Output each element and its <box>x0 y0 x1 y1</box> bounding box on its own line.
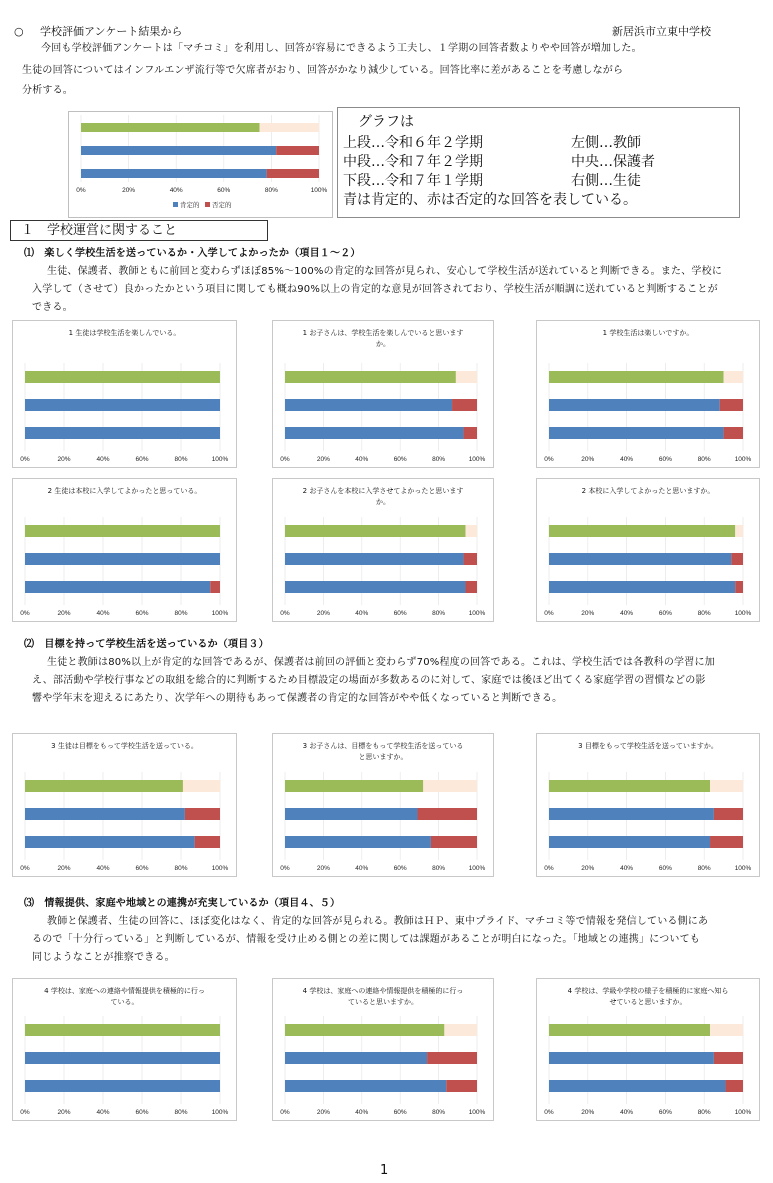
tick-label: 100% <box>211 610 229 617</box>
negative-bar <box>456 371 477 383</box>
tick-label: 20% <box>316 865 330 872</box>
positive-bar <box>549 1080 726 1092</box>
negative-bar <box>710 836 743 848</box>
tick-label: 20% <box>57 610 71 617</box>
tick-label: 80% <box>174 865 188 872</box>
tick-label: 0% <box>20 456 30 463</box>
positive-bar <box>549 553 731 565</box>
positive-bar <box>25 1052 220 1064</box>
tick-label: 40% <box>355 610 369 617</box>
subsection-2-line-2: え、部活動や学校行事などの取組を総合的に判断するため目標設定の場面が多数あるのに対して、家庭では後ほど出てくる家庭学習の習慣などの影 <box>32 675 706 686</box>
tick-label: 0% <box>544 1109 554 1116</box>
chart-title: 4 学校は、家庭への連絡や情報提供を積極的に行っている。 <box>44 987 205 1006</box>
negative-bar <box>710 1024 743 1036</box>
negative-bar <box>452 399 477 411</box>
note-left-column: 左側…教師 <box>571 135 641 151</box>
intro-line-3: 分析する。 <box>22 85 73 96</box>
tick-label: 40% <box>96 610 110 617</box>
note-top-row: 上段…令和６年２学期 <box>343 135 483 151</box>
negative-bar <box>267 169 319 178</box>
chart-title: 4 学校は、学級や学校の様子を積極的に家庭へ知らせていると思いますか。 <box>567 987 729 1006</box>
tick-label: 100% <box>468 610 486 617</box>
tick-label: 40% <box>620 456 634 463</box>
chart-teacher-item1 <box>12 320 237 468</box>
negative-bar <box>465 525 477 537</box>
positive-bar <box>25 836 195 848</box>
note-right-column: 右側…生徒 <box>571 173 641 189</box>
negative-bar <box>423 780 477 792</box>
tick-label: 100% <box>211 456 229 463</box>
negative-bar <box>714 808 743 820</box>
positive-bar <box>549 836 710 848</box>
negative-bar <box>446 1080 477 1092</box>
tick-label: 20% <box>57 865 71 872</box>
negative-bar <box>735 581 743 593</box>
tick-label: 60% <box>658 456 672 463</box>
section-heading-text: １ 学校運営に関すること <box>21 223 178 238</box>
subsection-2-heading: ⑵ 目標を持って学校生活を送っているか（項目３） <box>24 639 269 650</box>
subsection-3-line-3: 同じようなことが推察できる。 <box>32 952 175 963</box>
negative-bar <box>276 146 319 155</box>
tick-label: 40% <box>620 1109 634 1116</box>
tick-label: 80% <box>174 610 188 617</box>
positive-bar <box>549 581 735 593</box>
note-color-legend: 青は肯定的、赤は否定的な回答を表している。 <box>343 192 637 208</box>
tick-label: 100% <box>734 1109 752 1116</box>
tick-label: 60% <box>393 610 407 617</box>
negative-bar <box>724 427 743 439</box>
subsection-2-line-1: 生徒と教師は80%以上が肯定的な回答であるが、保護者は前回の評価と変わらず70%程度の回答である。これは、学校生活では各教科の学習に加 <box>47 657 715 668</box>
negative-bar <box>444 1024 477 1036</box>
positive-bar <box>285 371 456 383</box>
tick-label: 100% <box>734 610 752 617</box>
tick-label: 100% <box>468 1109 486 1116</box>
tick-label: 40% <box>355 456 369 463</box>
positive-bar <box>549 1024 710 1036</box>
chart-student-item4 <box>536 978 760 1121</box>
chart-teacher-item2 <box>12 478 237 622</box>
positive-bar <box>81 146 276 155</box>
positive-bar <box>25 399 220 411</box>
negative-bar <box>724 371 743 383</box>
tick-label: 80% <box>697 1109 711 1116</box>
positive-bar <box>25 371 220 383</box>
tick-label: 60% <box>393 865 407 872</box>
chart-title: 1 生徒は学校生活を楽しんでいる。 <box>68 329 181 337</box>
note-center-column: 中央…保護者 <box>571 154 655 170</box>
tick-label: 100% <box>734 456 752 463</box>
tick-label: 80% <box>264 187 278 194</box>
chart-parent-item4 <box>272 978 494 1121</box>
tick-label: 80% <box>174 456 188 463</box>
chart-parent-item3 <box>272 733 494 877</box>
tick-label: 0% <box>280 456 290 463</box>
tick-label: 80% <box>432 610 446 617</box>
chart-svg <box>537 321 759 467</box>
tick-label: 80% <box>432 456 446 463</box>
positive-bar <box>25 525 220 537</box>
header-bullet: ○ <box>14 25 24 38</box>
negative-bar <box>431 836 477 848</box>
positive-bar <box>549 371 724 383</box>
chart-svg <box>273 479 493 621</box>
positive-bar <box>25 427 220 439</box>
tick-label: 80% <box>697 456 711 463</box>
tick-label: 20% <box>57 456 71 463</box>
negative-bar <box>183 780 220 792</box>
legend-label: 肯定的 <box>180 201 200 209</box>
intro-line-1: 今回も学校評価アンケートは「マチコミ」を利用し、回答が容易にできるよう工夫し、１学期の回答者数よりやや回答が増加した。 <box>41 43 642 54</box>
chart-title: 2 生徒は本校に入学してよかったと思っている。 <box>47 487 202 495</box>
subsection-3-line-2: るので「十分行っている」と判断しているが、情報を受け止める側との差に関しては課題があることが明白になった。「地域との連携」についても <box>32 934 700 945</box>
chart-svg <box>273 979 493 1120</box>
tick-label: 80% <box>432 865 446 872</box>
legend-label: 否定的 <box>212 201 232 209</box>
positive-bar <box>285 1024 444 1036</box>
positive-bar <box>285 808 417 820</box>
section-heading <box>10 220 268 241</box>
tick-label: 60% <box>393 456 407 463</box>
tick-label: 60% <box>393 1109 407 1116</box>
positive-bar <box>81 123 260 132</box>
tick-label: 100% <box>211 1109 229 1116</box>
negative-bar <box>427 1052 477 1064</box>
negative-bar <box>464 553 477 565</box>
chart-title: 2 本校に入学してよかったと思いますか。 <box>581 487 715 495</box>
chart-title: 1 学校生活は楽しいですか。 <box>602 329 694 337</box>
tick-label: 20% <box>316 456 330 463</box>
negative-bar <box>185 808 220 820</box>
tick-label: 80% <box>697 865 711 872</box>
subsection-3-heading: ⑶ 情報提供、家庭や地域との連携が充実しているか（項目４、５） <box>24 898 341 909</box>
tick-label: 60% <box>135 610 149 617</box>
note-title: グラフは <box>358 114 414 130</box>
tick-label: 40% <box>620 865 634 872</box>
positive-bar <box>549 780 710 792</box>
tick-label: 40% <box>355 1109 369 1116</box>
chart-svg <box>537 979 759 1120</box>
positive-bar <box>285 399 452 411</box>
legend-example-svg <box>69 112 332 217</box>
chart-student-item2 <box>536 478 760 622</box>
chart-svg <box>273 321 493 467</box>
chart-title: 3 生徒は目標をもって学校生活を送っている。 <box>51 742 198 750</box>
tick-label: 40% <box>96 456 110 463</box>
tick-label: 0% <box>544 865 554 872</box>
chart-student-item1 <box>536 320 760 468</box>
tick-label: 0% <box>76 187 86 194</box>
subsection-1-line-1: 生徒、保護者、教師ともに前回と変わらずほぼ85%～100%の肯定的な回答が見られ、安心して学校生活が送れていると判断できる。また、学校に <box>47 266 723 277</box>
tick-label: 60% <box>658 865 672 872</box>
tick-label: 0% <box>544 456 554 463</box>
note-middle-row: 中段…令和７年２学期 <box>343 154 483 170</box>
tick-label: 60% <box>658 1109 672 1116</box>
graph-explanation-box <box>337 107 740 218</box>
tick-label: 80% <box>174 1109 188 1116</box>
chart-title: 2 お子さんを本校に入学させてよかったと思いますか。 <box>302 487 464 506</box>
tick-label: 0% <box>280 1109 290 1116</box>
tick-label: 80% <box>697 610 711 617</box>
tick-label: 0% <box>280 865 290 872</box>
chart-teacher-item3 <box>12 733 237 877</box>
tick-label: 20% <box>316 1109 330 1116</box>
chart-svg <box>13 321 236 467</box>
tick-label: 100% <box>310 187 328 194</box>
positive-bar <box>25 780 183 792</box>
chart-svg <box>537 734 759 876</box>
tick-label: 20% <box>581 865 595 872</box>
tick-label: 20% <box>57 1109 71 1116</box>
subsection-1-line-3: できる。 <box>32 302 73 313</box>
positive-bar <box>549 808 714 820</box>
tick-label: 100% <box>211 865 229 872</box>
positive-bar <box>285 1080 446 1092</box>
tick-label: 60% <box>658 610 672 617</box>
subsection-1-line-2: 入学して（させて）良かったかという項目に関しても概ね90%以上の肯定的な意見が回答されており、学校生活が順調に送れていると判断することが <box>32 284 718 295</box>
chart-title: 3 お子さんは、目標をもって学校生活を送っていると思いますか。 <box>302 742 464 761</box>
positive-bar <box>285 780 423 792</box>
negative-bar <box>720 399 743 411</box>
tick-label: 100% <box>734 865 752 872</box>
page-title: 学校評価アンケート結果から <box>40 25 183 38</box>
negative-bar <box>710 780 743 792</box>
positive-bar <box>25 808 185 820</box>
positive-bar <box>285 427 464 439</box>
tick-label: 20% <box>581 610 595 617</box>
tick-label: 40% <box>355 865 369 872</box>
negative-bar <box>714 1052 743 1064</box>
chart-svg <box>537 479 759 621</box>
chart-parent-item2 <box>272 478 494 622</box>
positive-bar <box>25 581 210 593</box>
positive-bar <box>285 525 465 537</box>
negative-bar <box>195 836 220 848</box>
tick-label: 60% <box>135 456 149 463</box>
chart-title: 1 お子さんは、学校生活を楽しんでいると思いますか。 <box>302 329 464 348</box>
chart-teacher-item4 <box>12 978 237 1121</box>
tick-label: 20% <box>122 187 136 194</box>
tick-label: 60% <box>135 865 149 872</box>
positive-bar <box>25 1080 220 1092</box>
intro-line-2: 生徒の回答についてはインフルエンザ流行等で欠席者がおり、回答がかなり減少している。回答比率に差があることを考慮しながら <box>22 65 624 76</box>
chart-svg <box>273 734 493 876</box>
tick-label: 20% <box>581 456 595 463</box>
subsection-2-line-3: 響や学年末を迎えるにあたり、次学年への期待もあって保護者の肯定的な回答がやや低くなっていると判断できる。 <box>32 693 563 704</box>
tick-label: 0% <box>20 865 30 872</box>
tick-label: 40% <box>96 1109 110 1116</box>
positive-bar <box>285 553 464 565</box>
positive-bar <box>285 836 431 848</box>
chart-title: 4 学校は、家庭への連絡や情報提供を積極的に行っていると思いますか。 <box>302 987 464 1006</box>
positive-bar <box>285 581 465 593</box>
legend-swatch <box>173 202 178 207</box>
chart-svg <box>13 734 236 876</box>
subsection-3-line-1: 教師と保護者、生徒の回答に、ほぼ変化はなく、肯定的な回答が見られる。教師はＨＰ、東中プライド、マチコミ等で情報を発信している側にあ <box>47 916 709 927</box>
positive-bar <box>285 1052 427 1064</box>
tick-label: 40% <box>620 610 634 617</box>
positive-bar <box>25 1024 220 1036</box>
negative-bar <box>731 553 743 565</box>
negative-bar <box>735 525 743 537</box>
tick-label: 0% <box>280 610 290 617</box>
chart-title: 3 目標をもって学校生活を送っていますか。 <box>578 742 718 750</box>
negative-bar <box>260 123 320 132</box>
tick-label: 80% <box>432 1109 446 1116</box>
chart-student-item3 <box>536 733 760 877</box>
negative-bar <box>726 1080 743 1092</box>
tick-label: 0% <box>20 610 30 617</box>
positive-bar <box>549 427 724 439</box>
positive-bar <box>549 525 735 537</box>
tick-label: 100% <box>468 865 486 872</box>
tick-label: 0% <box>20 1109 30 1116</box>
positive-bar <box>81 169 267 178</box>
chart-svg <box>13 479 236 621</box>
negative-bar <box>464 427 477 439</box>
subsection-1-heading: ⑴ 楽しく学校生活を送っているか・入学してよかったか（項目１～２） <box>24 248 361 259</box>
negative-bar <box>417 808 477 820</box>
tick-label: 40% <box>169 187 183 194</box>
tick-label: 60% <box>217 187 231 194</box>
positive-bar <box>549 1052 714 1064</box>
positive-bar <box>549 399 720 411</box>
negative-bar <box>465 581 477 593</box>
tick-label: 40% <box>96 865 110 872</box>
tick-label: 20% <box>581 1109 595 1116</box>
page-number: 1 <box>380 1163 389 1178</box>
negative-bar <box>210 581 220 593</box>
chart-parent-item1 <box>272 320 494 468</box>
tick-label: 100% <box>468 456 486 463</box>
legend-swatch <box>205 202 210 207</box>
chart-svg <box>13 979 236 1120</box>
note-bottom-row: 下段…令和７年１学期 <box>343 173 483 189</box>
tick-label: 60% <box>135 1109 149 1116</box>
legend-example-chart <box>68 111 333 218</box>
school-name: 新居浜市立東中学校 <box>612 25 711 38</box>
tick-label: 20% <box>316 610 330 617</box>
positive-bar <box>25 553 220 565</box>
tick-label: 0% <box>544 610 554 617</box>
